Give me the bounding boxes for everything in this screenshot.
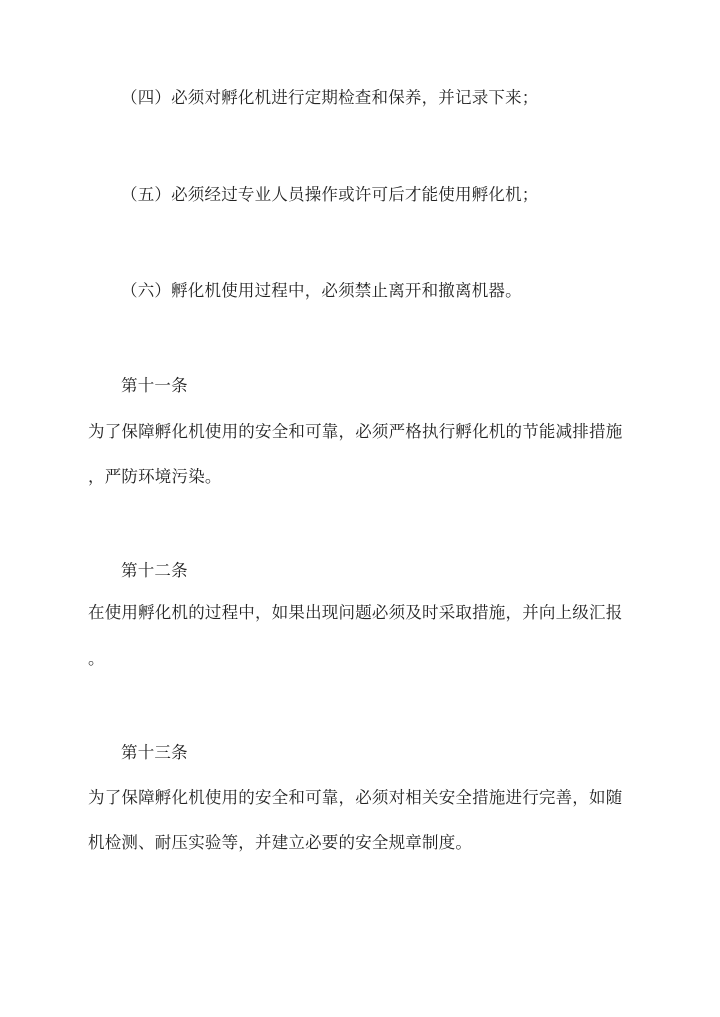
article-13-line-1: 为了保障孵化机使用的安全和可靠，必须对相关安全措施进行完善，如随 [88,788,623,807]
item-4-text: （四）必须对孵化机进行定期检查和保养，并记录下来； [121,88,539,107]
article-12-line-2: 。 [88,649,105,668]
item-5-text: （五）必须经过专业人员操作或许可后才能使用孵化机； [121,185,539,204]
article-13-line-2: 机检测、耐压实验等，并建立必要的安全规章制度。 [88,833,473,852]
article-11-line-2: ，严防环境污染。 [88,467,222,486]
article-12-heading: 第十二条 [121,561,188,580]
article-13-heading: 第十三条 [121,743,188,762]
item-6-text: （六）孵化机使用过程中，必须禁止离开和撤离机器。 [121,281,522,300]
article-11-line-1: 为了保障孵化机使用的安全和可靠，必须严格执行孵化机的节能减排措施 [88,422,623,441]
article-11-heading: 第十一条 [121,376,188,395]
article-12-line-1: 在使用孵化机的过程中，如果出现问题必须及时采取措施，并向上级汇报 [88,603,623,622]
